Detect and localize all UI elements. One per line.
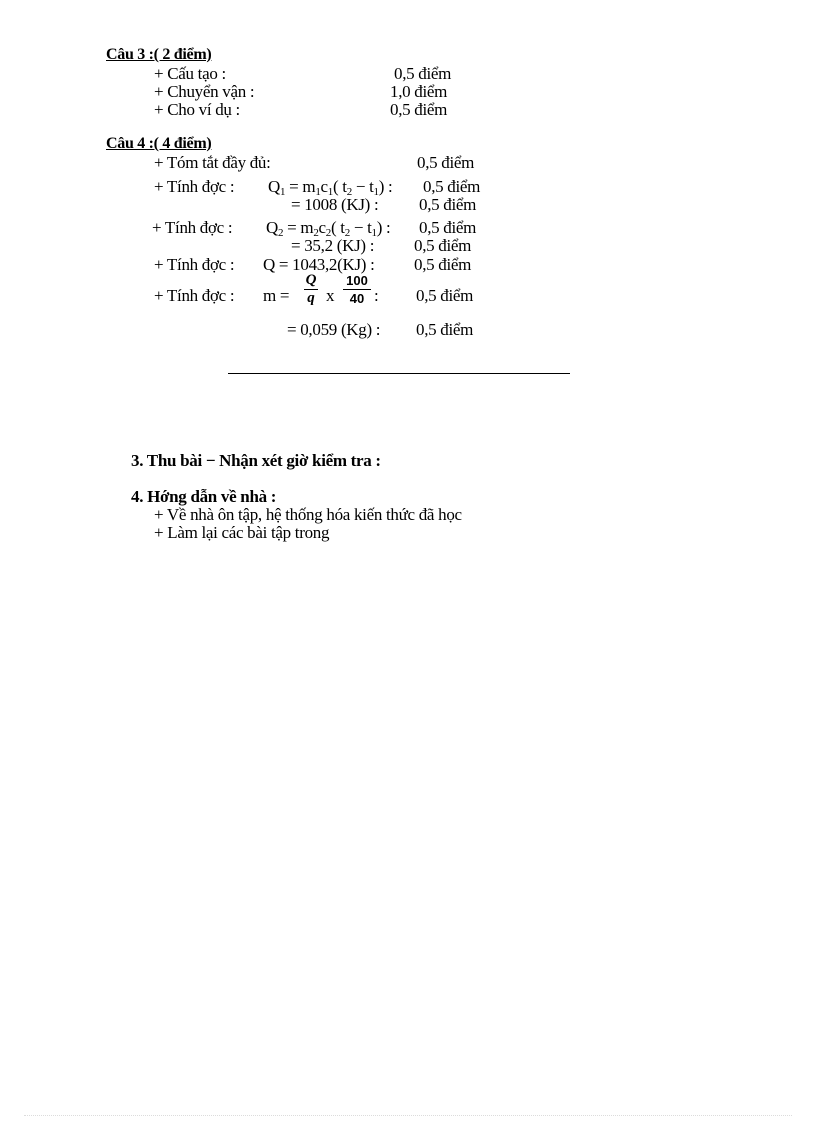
cau3-item-score: 1,0 điểm	[390, 82, 448, 101]
mass-lhs: m =	[263, 286, 290, 305]
fraction-denominator: 40	[349, 291, 365, 306]
q1-minus: − t	[351, 177, 374, 196]
cau3-item-label: + Cấu tạo :	[154, 64, 226, 83]
divider-line	[228, 373, 570, 374]
q1-t2-sub: 2	[346, 186, 352, 198]
q1-lhs-sub: 1	[279, 186, 286, 198]
cau4-heading: Câu 4 :( 4 điểm)	[106, 135, 212, 152]
cau3-item-score: 0,5 điểm	[394, 64, 452, 83]
mass-score: 0,5 điểm	[416, 286, 474, 305]
fraction-bar	[343, 289, 371, 290]
q1-eq: = m	[285, 177, 316, 196]
q2-t2-sub: 2	[344, 227, 350, 239]
section4-title: 4. Hớng dẫn về nhà :	[131, 487, 277, 506]
q1-result-score: 0,5 điểm	[419, 195, 477, 214]
q1-t1-sub: 1	[373, 186, 379, 198]
mass-result: = 0,059 (Kg) :	[287, 320, 381, 339]
q1-lhs: Q	[268, 177, 280, 196]
q-total: Q = 1043,2(KJ) :	[263, 255, 375, 274]
fraction-100-over-40	[343, 274, 371, 305]
q2-c-sub: 2	[325, 227, 331, 239]
q1-m-sub: 1	[315, 186, 321, 198]
q2-eq: = m	[283, 218, 314, 237]
q1-formula	[268, 178, 392, 196]
fraction-numerator: 100	[346, 273, 368, 288]
q2-c: c	[318, 218, 326, 237]
fraction-denominator: q	[307, 290, 315, 306]
fraction-numerator: Q	[305, 272, 317, 288]
q1-c-sub: 1	[327, 186, 333, 198]
calc-label: + Tính đợc :	[152, 218, 233, 237]
calc-label: + Tính đợc :	[154, 177, 235, 196]
q2-close: ) :	[376, 218, 391, 237]
q2-t1-sub: 1	[371, 227, 377, 239]
q2-result-score: 0,5 điểm	[414, 236, 472, 255]
section4-item: + Về nhà ôn tập, hệ thống hóa kiến thức đã học	[154, 505, 462, 524]
mass-result-score: 0,5 điểm	[416, 320, 474, 339]
q1-result: = 1008 (KJ) :	[291, 195, 379, 214]
q2-score: 0,5 điểm	[419, 218, 477, 237]
page-footer-line	[24, 1115, 792, 1116]
q1-close: ) :	[378, 177, 393, 196]
q1-c: c	[320, 177, 328, 196]
times-sign: x	[326, 286, 335, 305]
cau3-item-label: + Chuyển vận :	[154, 82, 255, 101]
cau3-heading: Câu 3 :( 2 điểm)	[106, 46, 212, 63]
mass-colon: :	[374, 286, 379, 305]
summary-score: 0,5 điểm	[417, 153, 475, 172]
q2-lhs: Q	[266, 218, 278, 237]
q2-formula	[266, 219, 390, 237]
q1-paren: ( t	[332, 177, 347, 196]
section4-item: + Làm lại các bài tập trong	[154, 523, 330, 542]
summary-label: + Tóm tắt đầy đủ:	[154, 153, 271, 172]
q2-lhs-sub: 2	[277, 227, 284, 239]
q2-paren: ( t	[330, 218, 345, 237]
q1-score: 0,5 điểm	[423, 177, 481, 196]
calc-label: + Tính đợc :	[154, 255, 235, 274]
cau3-item-label: + Cho ví dụ :	[154, 100, 240, 119]
q2-result: = 35,2 (KJ) :	[291, 236, 375, 255]
q2-minus: − t	[349, 218, 372, 237]
cau3-item-score: 0,5 điểm	[390, 100, 448, 119]
fraction-q-over-q	[304, 274, 318, 305]
calc-label: + Tính đợc :	[154, 286, 235, 305]
q2-m-sub: 2	[313, 227, 319, 239]
q-total-score: 0,5 điểm	[414, 255, 472, 274]
section3-title: 3. Thu bài − Nhận xét giờ kiểm tra :	[131, 451, 381, 470]
